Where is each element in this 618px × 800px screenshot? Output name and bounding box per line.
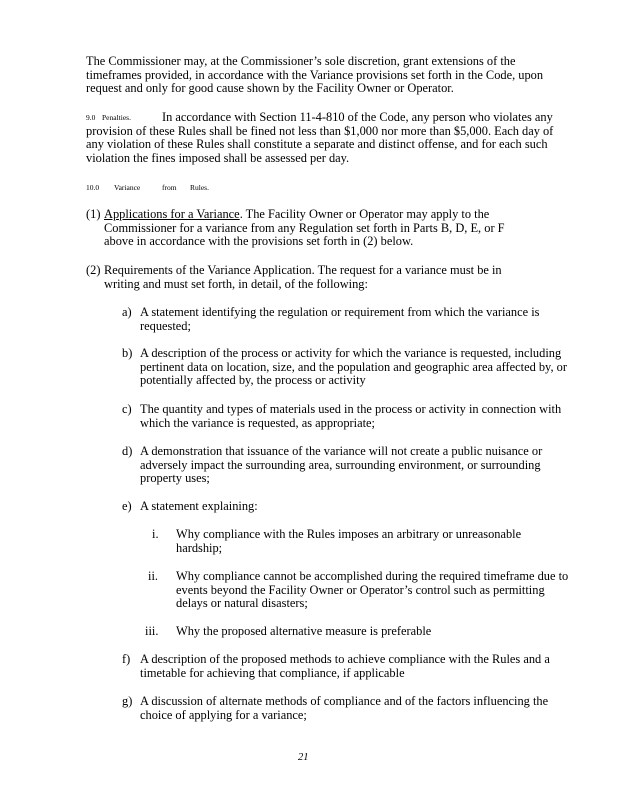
sub-g-paragraph: A discussion of alternate methods of compliance and of the factors influencing the choice of applying for a variance; (140, 694, 549, 722)
roman-i-paragraph: Why compliance with the Rules imposes an arbitrary or unreasonable hardship; (176, 527, 522, 555)
sub-d-paragraph: A demonstration that issuance of the variance will not create a public nuisance or adversely impact the surrounding area, surrounding environment, or surrounding property uses; (140, 444, 543, 485)
roman-i-marker: i. (152, 527, 159, 541)
section-9-body: In accordance with Section 11-4-810 of the Code, any person who violates any provision of these Rules shall be fined not less than $1,000 nor more than $5,000. Each day of any violation of these Rules shall constitute a separate and distinct offense, and for each such violation the fines imposed shall be assessed per day. (86, 110, 554, 165)
roman-ii-marker: ii. (148, 569, 158, 583)
item-1-paragraph (104, 208, 534, 249)
sub-a-paragraph: A statement identifying the regulation or requirement from which the variance is requested; (140, 305, 540, 333)
sub-f-marker: f) (122, 652, 131, 666)
sub-c-paragraph: The quantity and types of materials used in the process or activity in connection with which the variance is requested, as appropriate; (140, 402, 562, 430)
sub-a-marker: a) (122, 305, 132, 319)
sub-c-marker: c) (122, 402, 132, 416)
section-10-number: 10.0 (86, 183, 100, 192)
section-9-title: Penalties. (102, 113, 131, 122)
sub-b-marker: b) (122, 346, 133, 360)
intro-paragraph: The Commissioner may, at the Commissioner’s sole discretion, grant extensions of the timeframes provided, in accordance with the Variance provisions set forth in the Code, upon request and only for good cause shown by the Facility Owner or Operator. (86, 54, 544, 95)
roman-iii-marker: iii. (145, 624, 159, 638)
item-1-marker: (1) (86, 207, 101, 221)
section-9-number: 9.0 (86, 113, 96, 122)
sub-e-paragraph: A statement explaining: (140, 499, 258, 513)
section-10-word-rules: Rules. (190, 183, 209, 192)
roman-iii-paragraph: Why the proposed alternative measure is preferable (176, 624, 432, 638)
roman-ii-paragraph: Why compliance cannot be accomplished during the required timeframe due to events beyond the Facility Owner or Operator’s control such as permitting delays or natural disasters; (176, 569, 569, 610)
item-1-title: Applications for a Variance (104, 207, 240, 221)
item-2-paragraph: Requirements of the Variance Application. The request for a variance must be in writing and must set forth, in detail, of the following: (104, 263, 502, 291)
sub-b-paragraph: A description of the process or activity for which the variance is requested, including pertinent data on location, size, and the population and geographic area affected by, or potentially affected by, the process or activity (140, 346, 567, 387)
section-10-word-from: from (162, 183, 177, 192)
section-10-heading (86, 183, 209, 193)
sub-g-marker: g) (122, 694, 133, 708)
section-10-word-variance: Variance (114, 183, 141, 192)
sub-f-paragraph: A description of the proposed methods to achieve compliance with the Rules and a timetable for achieving that compliance, if applicable (140, 652, 550, 680)
sub-e-marker: e) (122, 499, 132, 513)
item-2-marker: (2) (86, 263, 101, 277)
page-number: 21 (298, 752, 309, 763)
item-1-body: . The Facility Owner or Operator may apply to the Commissioner for a variance from any Regulation set forth in Parts B, D, E, or F above in accordance with the provisions set forth in (2) below. (104, 207, 505, 248)
sub-d-marker: d) (122, 444, 133, 458)
